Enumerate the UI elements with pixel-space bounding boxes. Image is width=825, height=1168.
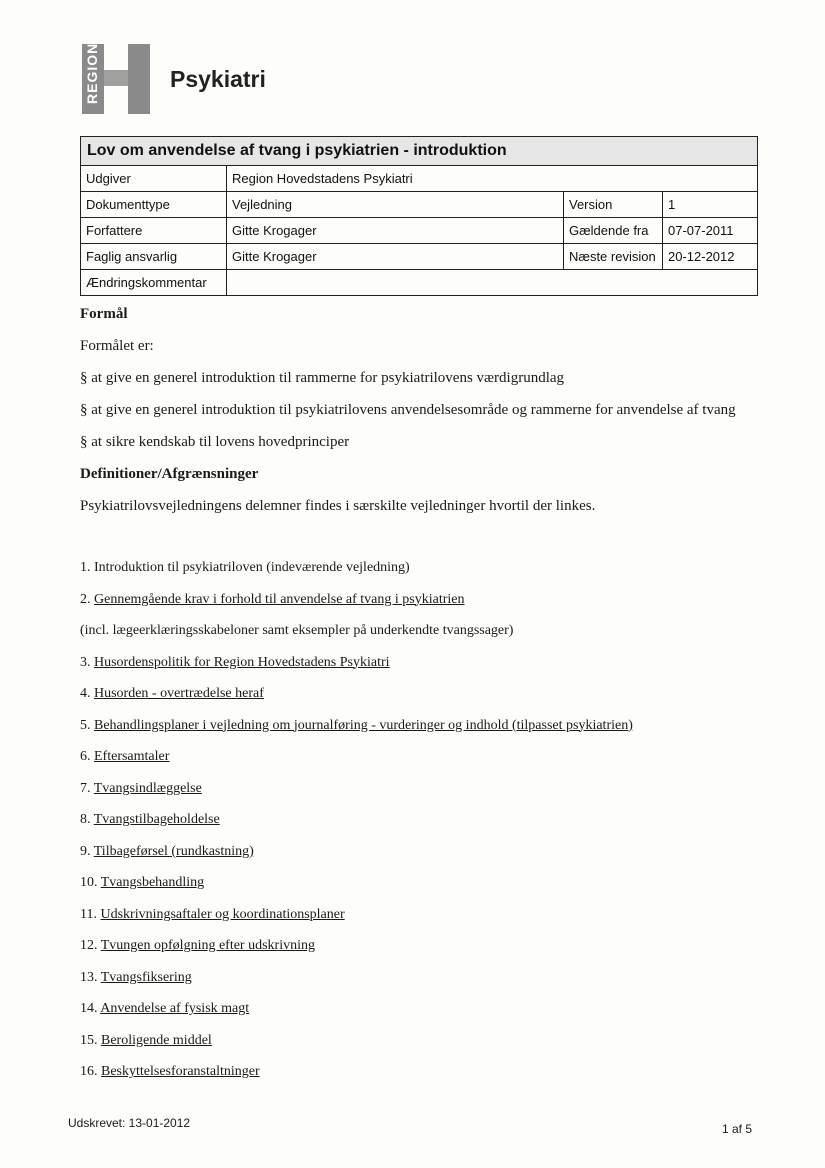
label-valid-from: Gældende fra xyxy=(564,218,663,244)
item-number: 16. xyxy=(80,1064,98,1079)
value-authors: Gitte Krogager xyxy=(227,218,564,244)
value-publisher: Region Hovedstadens Psykiatri xyxy=(227,166,758,192)
label-change-comment: Ændringskommentar xyxy=(81,270,227,296)
page-number: 1 af 5 xyxy=(722,1122,753,1136)
list-item[interactable] xyxy=(80,1033,780,1065)
brand-title: Psykiatri xyxy=(170,66,266,92)
item-text: (incl. lægeerklæringsskabeloner samt eksempler på underkendte tvangssager) xyxy=(80,623,514,638)
list-item[interactable] xyxy=(80,970,780,1002)
item-number: 10. xyxy=(80,875,98,890)
item-link[interactable]: Eftersamtaler xyxy=(94,749,170,764)
item-number: 9. xyxy=(80,843,91,859)
value-change-comment xyxy=(227,270,758,296)
item-link[interactable]: Udskrivningsaftaler og koordinationsplaner xyxy=(100,906,345,922)
label-version: Version xyxy=(564,192,663,218)
value-next-revision: 20-12-2012 xyxy=(663,244,758,270)
item-number: 11. xyxy=(80,906,97,922)
list-item[interactable] xyxy=(80,1064,780,1096)
purpose-item: § at give en generel introduktion til rammerne for psykiatrilovens værdigrundlag xyxy=(80,370,565,386)
purpose-heading: Formål xyxy=(80,306,128,322)
item-number: 3. xyxy=(80,654,91,670)
item-link[interactable]: Gennemgående krav i forhold til anvendelse af tvang i psykiatrien xyxy=(94,591,465,607)
item-number: 1. xyxy=(80,560,91,575)
item-link[interactable]: Tvangstilbageholdelse xyxy=(93,812,220,827)
list-item[interactable] xyxy=(80,749,780,781)
document-body xyxy=(80,306,780,1096)
item-link[interactable]: Husordenspolitik for Region Hovedstadens Psykiatri xyxy=(94,654,390,670)
item-link[interactable]: Tilbageførsel (rundkastning) xyxy=(93,843,254,859)
document-title: Lov om anvendelse af tvang i psykiatrien - introduktion xyxy=(81,137,758,166)
item-link[interactable]: Beroligende middel xyxy=(101,1032,212,1048)
list-item[interactable] xyxy=(80,1001,780,1033)
item-link[interactable]: Husorden - overtrædelse heraf xyxy=(94,686,264,701)
item-link[interactable]: Tvangsindlæggelse xyxy=(93,780,202,796)
value-doctype: Vejledning xyxy=(227,192,564,218)
label-doctype: Dokumenttype xyxy=(81,192,227,218)
printed-date: Udskrevet: 13-01-2012 xyxy=(68,1116,191,1130)
label-next-revision: Næste revision xyxy=(564,244,663,270)
item-number: 14. xyxy=(80,1001,98,1016)
item-number: 5. xyxy=(80,717,91,733)
list-item[interactable] xyxy=(80,655,780,687)
item-number: 7. xyxy=(80,780,91,796)
value-version: 1 xyxy=(663,192,758,218)
list-item xyxy=(80,623,780,655)
item-number: 12. xyxy=(80,938,98,953)
item-number: 6. xyxy=(80,749,91,764)
item-link[interactable]: Tvungen opfølgning efter udskrivning xyxy=(100,938,315,953)
item-link[interactable]: Tvangsfiksering xyxy=(100,969,192,985)
purpose-item: § at sikre kendskab til lovens hovedprinciper xyxy=(80,434,350,450)
document-info-table xyxy=(80,136,758,296)
definitions-heading: Definitioner/Afgrænsninger xyxy=(80,466,259,482)
list-item[interactable] xyxy=(80,686,780,718)
item-number: 8. xyxy=(80,812,91,827)
item-link[interactable]: Tvangsbehandling xyxy=(100,875,205,890)
logo-text: REGION xyxy=(84,42,100,104)
list-item[interactable] xyxy=(80,907,780,939)
list-item[interactable] xyxy=(80,718,780,750)
item-number: 2. xyxy=(80,591,91,607)
list-item[interactable] xyxy=(80,844,780,876)
list-item[interactable] xyxy=(80,812,780,844)
item-link[interactable]: Anvendelse af fysisk magt xyxy=(100,1001,250,1016)
value-valid-from: 07-07-2011 xyxy=(663,218,758,244)
purpose-item: § at give en generel introduktion til psykiatrilovens anvendelsesområde og rammerne for anvendelse af tvang xyxy=(80,402,736,418)
list-item xyxy=(80,560,780,592)
list-item[interactable] xyxy=(80,781,780,813)
label-responsible: Faglig ansvarlig xyxy=(81,244,227,270)
subguide-list xyxy=(80,560,780,1096)
item-link[interactable]: Behandlingsplaner i vejledning om journalføring - vurderinger og indhold (tilpasset psykiatrien) xyxy=(94,717,633,733)
label-publisher: Udgiver xyxy=(81,166,227,192)
purpose-intro: Formålet er: xyxy=(80,338,154,354)
list-item[interactable] xyxy=(80,875,780,907)
item-number: 15. xyxy=(80,1032,98,1048)
item-text: Introduktion til psykiatriloven (indeværende vejledning) xyxy=(94,560,410,575)
label-authors: Forfattere xyxy=(81,218,227,244)
value-responsible: Gitte Krogager xyxy=(227,244,564,270)
item-number: 13. xyxy=(80,969,98,985)
definitions-text: Psykiatrilovsvejledningens delemner findes i særskilte vejledninger hvortil der linkes. xyxy=(80,498,596,514)
item-link[interactable]: Beskyttelsesforanstaltninger xyxy=(101,1064,260,1079)
item-number: 4. xyxy=(80,686,91,701)
list-item[interactable] xyxy=(80,938,780,970)
list-item[interactable] xyxy=(80,592,780,624)
